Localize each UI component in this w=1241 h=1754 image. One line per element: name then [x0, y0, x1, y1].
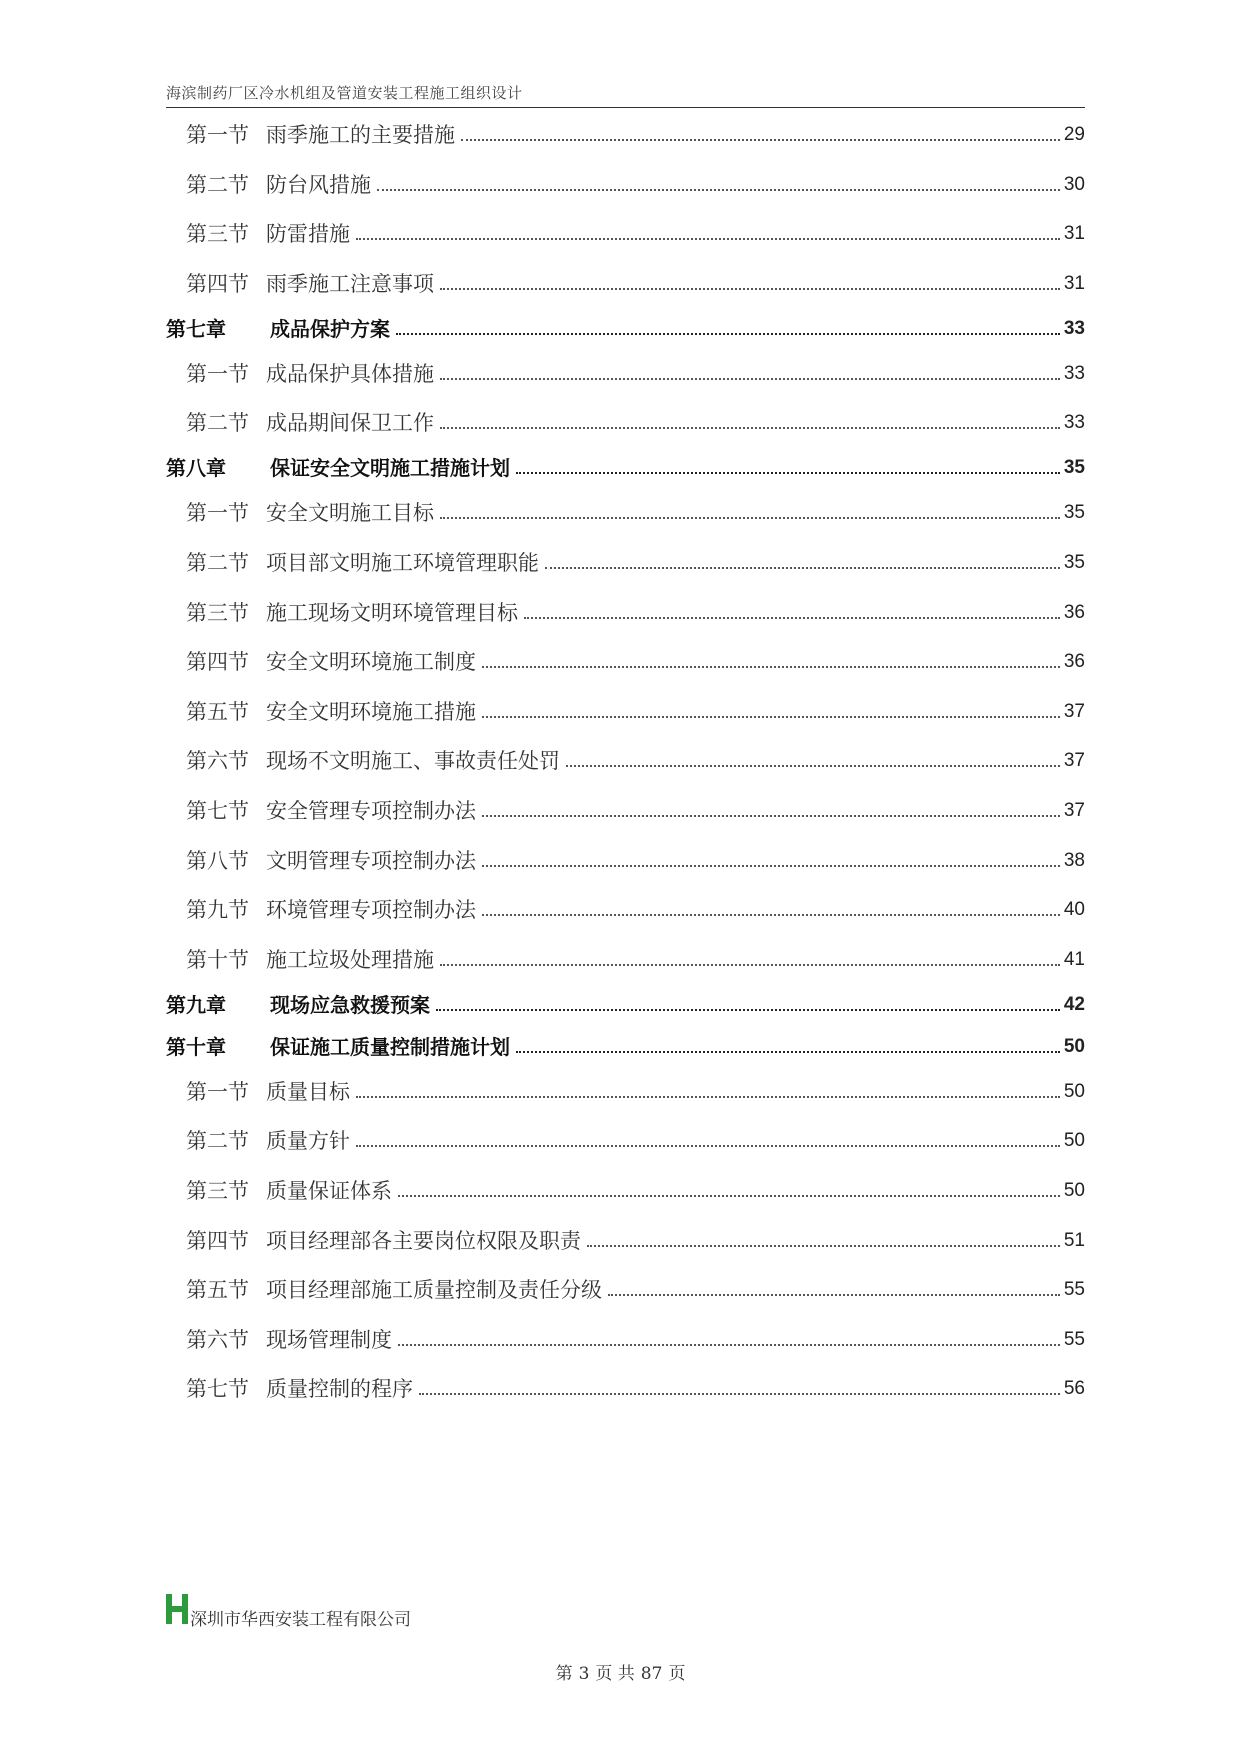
toc-chapter-entry[interactable] [166, 311, 1085, 341]
toc-entry-title: 质量保证体系 [266, 1179, 392, 1203]
toc-entry-label [166, 317, 390, 341]
toc-entry-title: 防台风措施 [266, 172, 371, 197]
toc-entry-label [166, 501, 434, 525]
toc-entry-label [166, 1278, 602, 1302]
toc-page-number: 50 [1063, 1080, 1085, 1102]
page-current: 3 [578, 1664, 590, 1684]
toc-section-entry[interactable] [166, 743, 1085, 773]
toc-entry-number: 第六节 [186, 749, 249, 774]
toc-entry-title: 项目经理部各主要岗位权限及职责 [266, 1228, 581, 1253]
toc-page-number: 37 [1063, 750, 1085, 772]
toc-entry-title: 质量目标 [266, 1079, 350, 1104]
toc-entry-number: 第四节 [186, 1228, 249, 1253]
toc-entry-title: 项目部文明施工环境管理职能 [266, 551, 539, 575]
dot-leader [398, 1344, 1060, 1346]
toc-entry-label [166, 749, 560, 773]
toc-entry-label [166, 411, 434, 435]
toc-page-number: 30 [1063, 173, 1085, 195]
toc-page-number: 36 [1063, 601, 1085, 623]
toc-entry-title: 雨季施工注意事项 [266, 271, 434, 296]
toc-section-entry[interactable] [166, 1173, 1085, 1203]
toc-section-entry[interactable] [166, 545, 1085, 575]
toc-entry-number: 第二节 [186, 1129, 249, 1154]
toc-entry-title: 保证安全文明施工措施计划 [270, 456, 510, 481]
toc-entry-number: 第三节 [186, 600, 249, 625]
toc-entry-title: 保证施工质量控制措施计划 [270, 1034, 510, 1059]
dot-leader [482, 914, 1060, 916]
toc-entry-label [166, 948, 434, 972]
toc-entry-label [166, 1328, 392, 1352]
toc-page-number: 36 [1063, 651, 1085, 673]
toc-entry-label [166, 1377, 413, 1401]
dot-leader [440, 517, 1060, 519]
toc-entry-number: 第一节 [186, 361, 249, 386]
toc-entry-number: 第二节 [186, 172, 249, 197]
toc-chapter-entry[interactable] [166, 987, 1085, 1017]
toc-page-number: 50 [1063, 1130, 1085, 1152]
toc-entry-label [166, 1080, 350, 1104]
toc-section-entry[interactable] [166, 1272, 1085, 1302]
toc-entry-number: 第二节 [186, 551, 249, 575]
page-suffix: 页 [668, 1664, 686, 1684]
toc-page-number: 42 [1063, 993, 1085, 1015]
toc-page-number: 35 [1063, 457, 1085, 479]
toc-section-entry[interactable] [166, 1322, 1085, 1352]
toc-page-number: 29 [1063, 124, 1085, 145]
toc-entry-label [166, 1229, 581, 1253]
toc-section-entry[interactable] [166, 216, 1085, 246]
toc-entry-title: 成品保护具体措施 [266, 361, 434, 386]
running-header: 海滨制药厂区冷水机组及管道安装工程施工组织设计 [166, 84, 523, 102]
dot-leader [440, 964, 1060, 966]
toc-entry-title: 安全文明施工目标 [266, 501, 434, 526]
toc-chapter-entry[interactable] [166, 1029, 1085, 1059]
toc-section-entry[interactable] [166, 1371, 1085, 1401]
toc-section-entry[interactable] [166, 1074, 1085, 1104]
toc-entry-title: 现场管理制度 [266, 1327, 392, 1352]
dot-leader [356, 1145, 1060, 1147]
company-name: 深圳市华西安装工程有限公司 [190, 1610, 411, 1630]
dot-leader [587, 1245, 1060, 1247]
toc-page-number: 35 [1063, 502, 1085, 524]
toc-entry-number: 第六节 [186, 1327, 249, 1352]
dot-leader [440, 378, 1060, 380]
toc-entry-title: 施工垃圾处理措施 [266, 947, 434, 972]
toc-section-entry[interactable] [166, 1223, 1085, 1253]
toc-entry-title: 环境管理专项控制办法 [266, 898, 476, 923]
toc-section-entry[interactable] [166, 266, 1085, 296]
toc-entry-title: 项目经理部施工质量控制及责任分级 [266, 1278, 602, 1303]
toc-section-entry[interactable] [166, 495, 1085, 525]
dot-leader [440, 288, 1060, 290]
dot-leader [482, 716, 1060, 718]
toc-page-number: 50 [1063, 1035, 1085, 1057]
toc-section-entry[interactable] [166, 405, 1085, 435]
toc-page-number: 51 [1063, 1229, 1085, 1251]
toc-entry-number: 第七节 [186, 1377, 249, 1402]
toc-section-entry[interactable] [166, 892, 1085, 922]
toc-page-number: 38 [1063, 849, 1085, 871]
toc-page-number: 37 [1063, 700, 1085, 722]
toc-entry-label [166, 993, 430, 1017]
dot-leader [436, 1009, 1060, 1011]
dot-leader [516, 1051, 1060, 1053]
toc-page-number: 50 [1063, 1180, 1085, 1201]
toc-entry-title: 文明管理专项控制办法 [266, 848, 476, 873]
toc-section-entry[interactable] [166, 793, 1085, 823]
toc-entry-title: 防雷措施 [266, 222, 350, 247]
dot-leader [356, 238, 1060, 240]
page-prefix: 第 [555, 1664, 573, 1684]
dot-leader [398, 1195, 1060, 1197]
page-total: 87 [640, 1664, 663, 1684]
toc-entry-label [166, 799, 476, 823]
toc-chapter-entry[interactable] [166, 450, 1085, 480]
toc-page-number: 33 [1063, 412, 1085, 434]
dot-leader [516, 472, 1060, 474]
dot-leader [396, 333, 1060, 335]
toc-entry-number: 第三节 [186, 222, 249, 247]
toc-entry-label [166, 1129, 350, 1153]
header-divider [166, 107, 1085, 108]
toc-entry-label [166, 222, 350, 246]
toc-entry-label [166, 272, 434, 296]
toc-section-entry[interactable] [166, 595, 1085, 625]
toc-entry-label [166, 650, 476, 674]
toc-page-number: 33 [1063, 317, 1085, 339]
toc-entry-title: 安全文明环境施工措施 [266, 699, 476, 724]
toc-entry-number: 第五节 [186, 699, 249, 724]
toc-section-entry[interactable] [166, 167, 1085, 197]
toc-entry-label [166, 601, 518, 625]
toc-entry-label [166, 456, 510, 480]
toc-entry-title: 质量控制的程序 [266, 1377, 413, 1402]
toc-entry-number: 第十节 [186, 947, 249, 972]
toc-entry-title: 雨季施工的主要措施 [266, 123, 455, 147]
company-logo-icon [166, 1594, 188, 1624]
toc-entry-label [166, 898, 476, 922]
toc-entry-title: 现场应急救援预案 [270, 992, 430, 1017]
toc-page-number: 31 [1063, 223, 1085, 245]
dot-leader [356, 1096, 1060, 1098]
toc-entry-number: 第一节 [186, 123, 249, 147]
page-mid: 页 共 [595, 1664, 635, 1684]
toc-section-entry[interactable] [166, 694, 1085, 724]
toc-section-entry[interactable] [166, 117, 1085, 147]
toc-entry-number: 第十章 [166, 1034, 226, 1059]
toc-entry-number: 第五节 [186, 1278, 249, 1303]
toc-page-number: 41 [1063, 948, 1085, 970]
toc-entry-title: 质量方针 [266, 1129, 350, 1154]
toc-entry-number: 第一节 [186, 501, 249, 526]
toc-page-number: 31 [1063, 272, 1085, 294]
toc-page-number: 55 [1063, 1279, 1085, 1301]
dot-leader [461, 139, 1060, 141]
toc-page-number: 33 [1063, 362, 1085, 384]
toc-entry-title: 安全管理专项控制办法 [266, 799, 476, 823]
toc-page-number: 35 [1063, 552, 1085, 573]
dot-leader [608, 1294, 1060, 1296]
toc-entry-number: 第九节 [186, 898, 249, 923]
dot-leader [545, 567, 1060, 569]
toc-entry-number: 第四节 [186, 271, 249, 296]
toc-entry-number: 第七章 [166, 316, 226, 341]
dot-leader [482, 815, 1060, 817]
toc-entry-label [166, 700, 476, 724]
dot-leader [440, 427, 1060, 429]
dot-leader [377, 189, 1060, 191]
toc-page-number: 55 [1063, 1328, 1085, 1350]
dot-leader [566, 765, 1060, 767]
dot-leader [524, 617, 1060, 619]
toc-entry-number: 第七节 [186, 799, 249, 823]
toc-section-entry[interactable] [166, 843, 1085, 873]
toc-entry-number: 第八节 [186, 848, 249, 873]
dot-leader [482, 666, 1060, 668]
toc-section-entry[interactable] [166, 1123, 1085, 1153]
toc-entry-title: 成品保护方案 [270, 316, 390, 341]
toc-entry-number: 第一节 [186, 1079, 249, 1104]
toc-entry-title: 现场不文明施工、事故责任处罚 [266, 749, 560, 774]
toc-entry-label [166, 1035, 510, 1059]
toc-section-entry[interactable] [166, 942, 1085, 972]
toc-entry-label [166, 173, 371, 197]
toc-page-number: 37 [1063, 800, 1085, 821]
toc-entry-number: 第四节 [186, 650, 249, 675]
toc-entry-label [166, 362, 434, 386]
toc-page-number: 56 [1063, 1378, 1085, 1400]
toc-entry-number: 第九章 [166, 992, 226, 1017]
toc-entry-title: 安全文明环境施工制度 [266, 650, 476, 675]
toc-section-entry[interactable] [166, 644, 1085, 674]
page-number [0, 1659, 1241, 1684]
toc-entry-title: 施工现场文明环境管理目标 [266, 600, 518, 625]
toc-entry-label [166, 551, 539, 575]
toc-entry-label [166, 123, 455, 147]
toc-entry-title: 成品期间保卫工作 [266, 411, 434, 436]
dot-leader [482, 865, 1060, 867]
toc-entry-number: 第二节 [186, 411, 249, 436]
toc-entry-label [166, 849, 476, 873]
toc-entry-number: 第三节 [186, 1179, 249, 1203]
toc-entry-number: 第八章 [166, 456, 226, 481]
toc-section-entry[interactable] [166, 356, 1085, 386]
toc-page-number: 40 [1063, 899, 1085, 921]
toc-entry-label [166, 1179, 392, 1203]
dot-leader [419, 1393, 1060, 1395]
